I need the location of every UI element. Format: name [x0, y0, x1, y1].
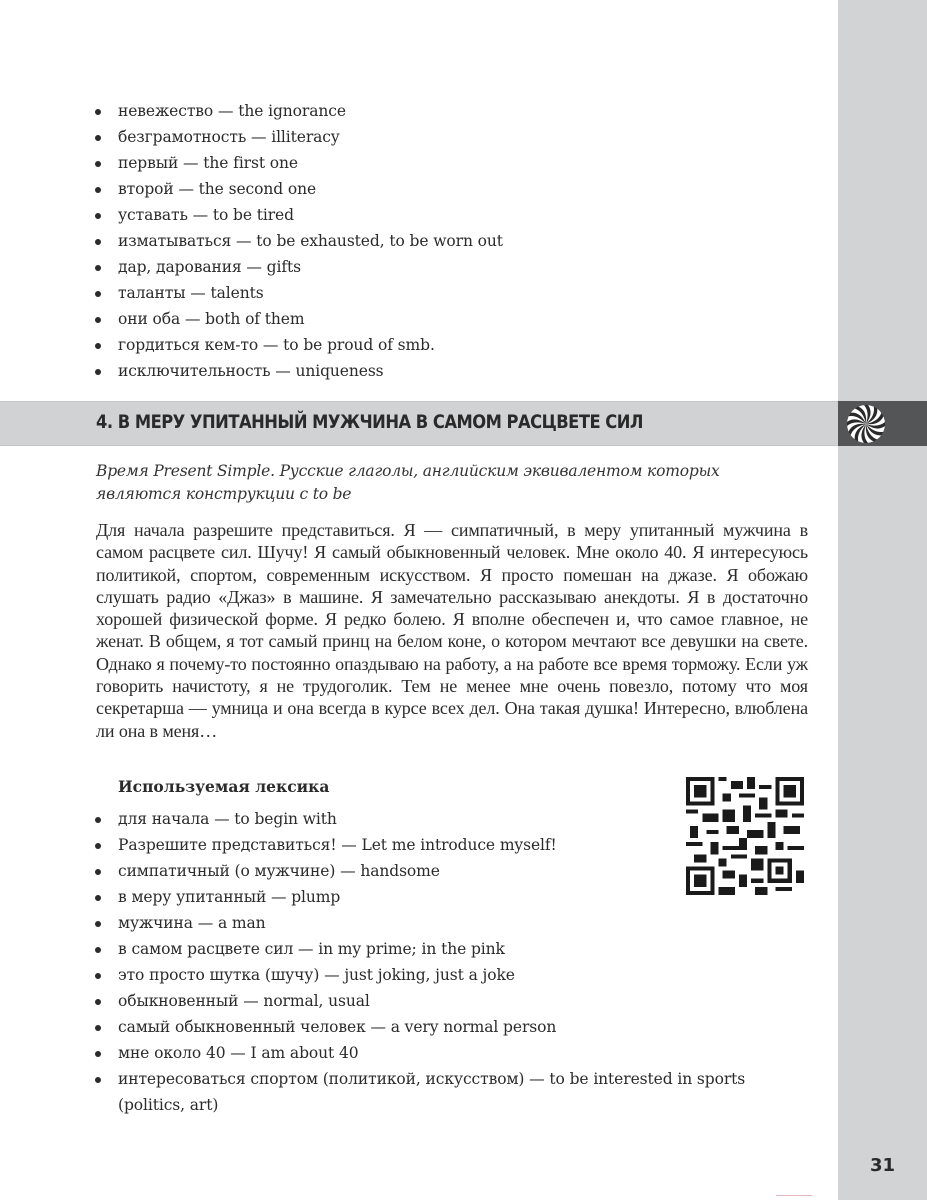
bullet-icon [95, 843, 101, 849]
page-edge-sidebar [838, 0, 927, 1200]
list-item: дар, дарования — gifts [94, 254, 503, 280]
bullet-icon [95, 291, 101, 297]
list-item: таланты — talents [94, 280, 503, 306]
bullet-icon [95, 187, 101, 193]
bullet-icon [95, 947, 101, 953]
list-item: обыкновенный — normal, usual [94, 988, 808, 1014]
list-item: изматываться — to be exhausted, to be worn out [94, 228, 503, 254]
section-heading-band [0, 401, 838, 446]
section-subtitle: Время Present Simple. Русские глаголы, английским эквивалентом которых являются конструкции с to be [96, 462, 720, 503]
section-title: 4. В МЕРУ УПИТАННЫЙ МУЖЧИНА В САМОМ РАСЦВЕТЕ СИЛ [96, 411, 643, 433]
bullet-icon [95, 161, 101, 167]
list-item: первый — the first one [94, 150, 503, 176]
list-item: симпатичный (о мужчине) — handsome [94, 858, 808, 884]
spiral-icon [846, 404, 886, 444]
list-item: интересоваться спортом (политикой, искусством) — to be interested in sports (politics, art) [94, 1066, 808, 1118]
bullet-icon [95, 343, 101, 349]
bullet-icon [95, 869, 101, 875]
list-item: для начала — to begin with [94, 806, 808, 832]
bullet-icon [95, 921, 101, 927]
section-tab [838, 401, 927, 446]
list-item: это просто шутка (шучу) — just joking, just a joke [94, 962, 808, 988]
bullet-icon [95, 265, 101, 271]
list-item: в самом расцвете сил — in my prime; in the pink [94, 936, 808, 962]
body-paragraph: Для начала разрешите представиться. Я — симпатичный, в меру упитанный мужчина в самом расцвете сил. Шучу! Я самый обыкновенный человек. Мне около 40. Я интересуюсь политикой, спортом, современным искусством. Я просто помешан на джазе. Я обожаю слушать радио «Джаз» в машине. Я замечательно рассказываю анекдоты. Я в достаточно хорошей физической форме. Я редко болею. Я вполне обеспечен и, что самое главное, не женат. В общем, я тот самый принц на белом коне, о котором мечтают все девушки на свете. Однако я почему-то постоянно опаздываю на работу, а на работе все время торможу. Если уж говорить начистоту, я не трудоголик. Тем не менее мне очень повезло, потому что моя секретарша — умница и она всегда в курсе всех дел. Она такая душка! Интересно, влюблена ли она в меня… [96, 520, 808, 741]
bullet-icon [95, 1025, 101, 1031]
list-item: невежество — the ignorance [94, 98, 503, 124]
list-item: безграмотность — illiteracy [94, 124, 503, 150]
bullet-icon [95, 369, 101, 375]
section-vocab-list [94, 806, 808, 1118]
list-item: Разрешите представиться! — Let me introduce myself! [94, 832, 808, 858]
list-item: в меру упитанный — plump [94, 884, 808, 910]
bullet-icon [95, 109, 101, 115]
list-item: мне около 40 — I am about 40 [94, 1040, 808, 1066]
bullet-icon [95, 213, 101, 219]
bullet-icon [95, 973, 101, 979]
bullet-icon [95, 1077, 101, 1083]
list-item: самый обыкновенный человек — a very normal person [94, 1014, 808, 1040]
list-item: они оба — both of them [94, 306, 503, 332]
bullet-icon [95, 999, 101, 1005]
bullet-icon [95, 1051, 101, 1057]
list-item: мужчина — a man [94, 910, 808, 936]
bullet-icon [95, 239, 101, 245]
list-item: второй — the second one [94, 176, 503, 202]
list-item: гордиться кем-то — to be proud of smb. [94, 332, 503, 358]
bullet-icon [95, 895, 101, 901]
bottom-rule [776, 1195, 812, 1196]
page-number: 31 [869, 1155, 896, 1176]
list-item: исключительность — uniqueness [94, 358, 503, 384]
bullet-icon [95, 817, 101, 823]
vocab-heading: Используемая лексика [118, 777, 330, 796]
bullet-icon [95, 135, 101, 141]
bullet-icon [95, 317, 101, 323]
top-vocab-list [94, 98, 503, 384]
list-item: уставать — to be tired [94, 202, 503, 228]
